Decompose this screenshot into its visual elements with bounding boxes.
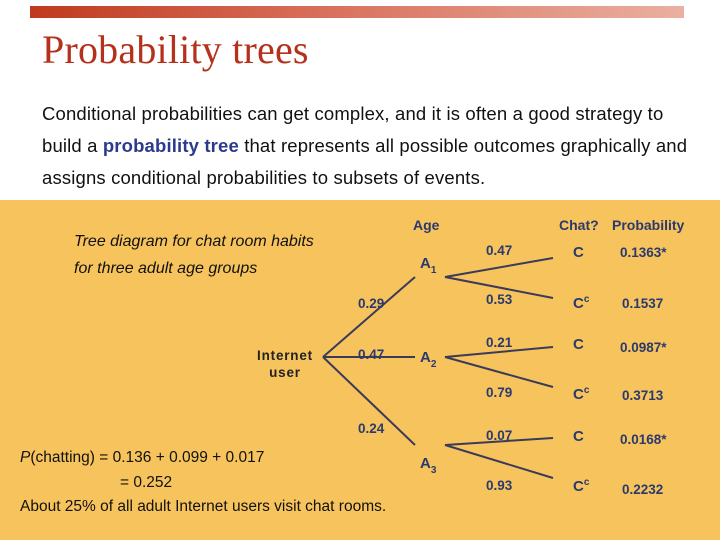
- outcome-branch-prob: 0.21: [486, 335, 513, 350]
- branch-a2-cc: [445, 357, 553, 387]
- joint-probability: 0.0168*: [620, 432, 667, 447]
- chat-outcome-label: $C^c$: [573, 385, 590, 403]
- age-node-label: $A_1$: [420, 255, 437, 276]
- tree-branches: [323, 258, 553, 478]
- formula-conclusion: About 25% of all adult Internet users visit chat rooms.: [20, 498, 387, 515]
- chat-outcome-label: C: [573, 428, 584, 445]
- tree-root-label: Internet user: [257, 348, 313, 380]
- chat-column-header: Chat?: [559, 217, 599, 233]
- joint-probability: 0.3713: [622, 388, 664, 403]
- outcome-branch-prob: 0.79: [486, 385, 513, 400]
- outcome-branch-prob: 0.07: [486, 428, 513, 443]
- formula-line-1-rest: (chatting) = 0.136 + 0.099 + 0.017: [30, 449, 265, 466]
- probability-column-header: Probability: [612, 217, 685, 233]
- chat-outcome-label: $C^c$: [573, 477, 590, 495]
- age-node-label: $A_2$: [420, 349, 437, 370]
- outcome-branch-prob: 0.53: [486, 292, 513, 307]
- formula-line-2: = 0.252: [120, 473, 173, 491]
- outcome-branch-prob: 0.93: [486, 478, 513, 493]
- age-node-label: $A_3$: [420, 455, 437, 476]
- joint-probability: 0.1363*: [620, 245, 667, 260]
- probability-symbol: P: [20, 449, 31, 466]
- branch-a3-cc: [445, 445, 553, 478]
- title-accent-bar: [30, 6, 684, 18]
- branch-root-a1: [323, 277, 415, 357]
- intro-paragraph: [42, 98, 702, 194]
- slide-title: Probability trees: [42, 27, 309, 72]
- joint-probability: 0.1537: [622, 296, 664, 311]
- outcome-branch-prob: 0.47: [486, 243, 513, 258]
- intro-highlight: probability tree: [102, 135, 239, 156]
- branch-a1-c: [445, 258, 553, 277]
- joint-probability: 0.0987*: [620, 340, 667, 355]
- age-branch-prob: 0.24: [358, 421, 385, 436]
- chatting-probability-calculation: [20, 446, 386, 520]
- age-column-header: Age: [413, 217, 440, 233]
- joint-probability: 0.2232: [622, 482, 664, 497]
- formula-line-1: [20, 446, 386, 471]
- intro-text-end: that represents all possible outcomes graphically and assigns conditional probabilities to subsets of events.: [42, 135, 688, 188]
- intro-text-start: Conditional probabilities can get complex, and it is often a good strategy to build a: [42, 103, 664, 156]
- chat-outcome-label: C: [573, 244, 584, 261]
- age-branch-prob: 0.29: [358, 296, 385, 311]
- chat-outcome-label: $C^c$: [573, 294, 590, 312]
- age-branch-prob: 0.47: [358, 347, 385, 362]
- diagram-caption: Tree diagram for chat room habits for three adult age groups: [74, 233, 314, 277]
- chat-outcome-label: C: [573, 336, 584, 353]
